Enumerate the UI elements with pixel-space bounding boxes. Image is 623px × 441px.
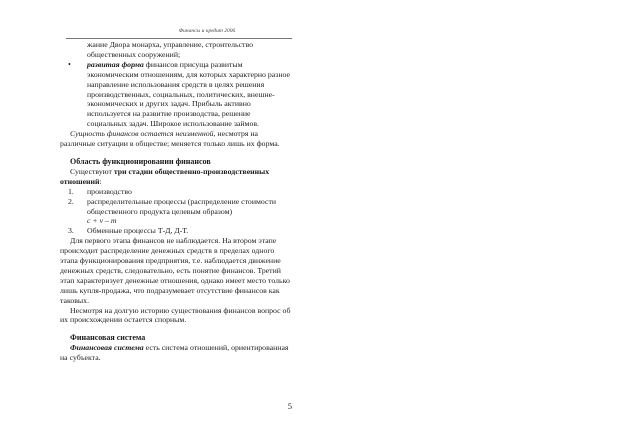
definition-paragraph xyxy=(60,343,292,363)
list-item xyxy=(60,187,292,197)
formula-line xyxy=(60,216,292,226)
three-stages-prefix: Существуют xyxy=(70,166,114,176)
definition-term: Финансовая система xyxy=(70,343,144,353)
list-number: 3. xyxy=(68,226,74,236)
essence-rest: несмотря на различные ситуации в обществе; меняется только лишь их форма. xyxy=(60,129,280,149)
section-heading-functioning: Область функционировании финансов xyxy=(70,156,211,166)
list-number: 1. xyxy=(68,186,74,196)
bullet-item xyxy=(60,60,292,129)
bullet-term: развитая форма xyxy=(87,59,144,69)
list-text: Обменные процессы Т-Д, Д-Т. xyxy=(87,226,189,236)
origin-paragraph: Несмотря на долгую историю существования финансов вопрос об их происхождении остается спорным. xyxy=(60,305,291,325)
essence-italic: Сущность финансов остается неизменной, xyxy=(70,129,216,139)
formula-text: c + v – m xyxy=(87,216,117,226)
section-heading-financial-system: Финансовая система xyxy=(70,333,146,343)
list-text: распределительные процессы (распределение стоимости общественного продукта целевым образом) xyxy=(87,196,277,216)
list-item xyxy=(60,197,292,217)
list-item xyxy=(60,226,292,236)
definition-text: есть система отношений, ориентированная на субъекта. xyxy=(60,343,289,363)
three-stages-suffix: : xyxy=(99,176,102,186)
running-header: Финансы и кредит 2006 xyxy=(178,28,236,34)
text-column xyxy=(60,40,292,363)
bullet-text: финансов присуща развитым экономическим отношениям, для которых характерно разное направление использования средств в целях решения производственных, социальных, политических, внешне-экономических и других задач. Прибыль активно используется на развитие производства, решение социальных задач. Широкое использование займов. xyxy=(87,59,290,129)
continued-text: жание Двора монарха, управление, строительство общественных сооружений; xyxy=(87,40,253,59)
list-text: производство xyxy=(87,186,132,196)
header-rule xyxy=(66,38,292,39)
three-stages-paragraph xyxy=(60,167,292,187)
page-number: 5 xyxy=(287,401,292,411)
essence-paragraph xyxy=(60,129,292,149)
stages-paragraph: Для первого этапа финансов не наблюдается. На втором этапе происходит распределение денежных средств в пределах одного этапа функционирования предприятия, т.е. наблюдается движение денежных средств, следовательно, есть понятие финансов. Третий этап характеризует денежные отношения, однако имеет место только лишь купля-продажа, что подразумевает отсутствие финансов как таковых. xyxy=(60,236,290,305)
bullet-marker: • xyxy=(68,59,71,69)
three-stages-bold: три стадии общественно-производственных отношений xyxy=(60,166,270,186)
list-number: 2. xyxy=(68,196,74,206)
